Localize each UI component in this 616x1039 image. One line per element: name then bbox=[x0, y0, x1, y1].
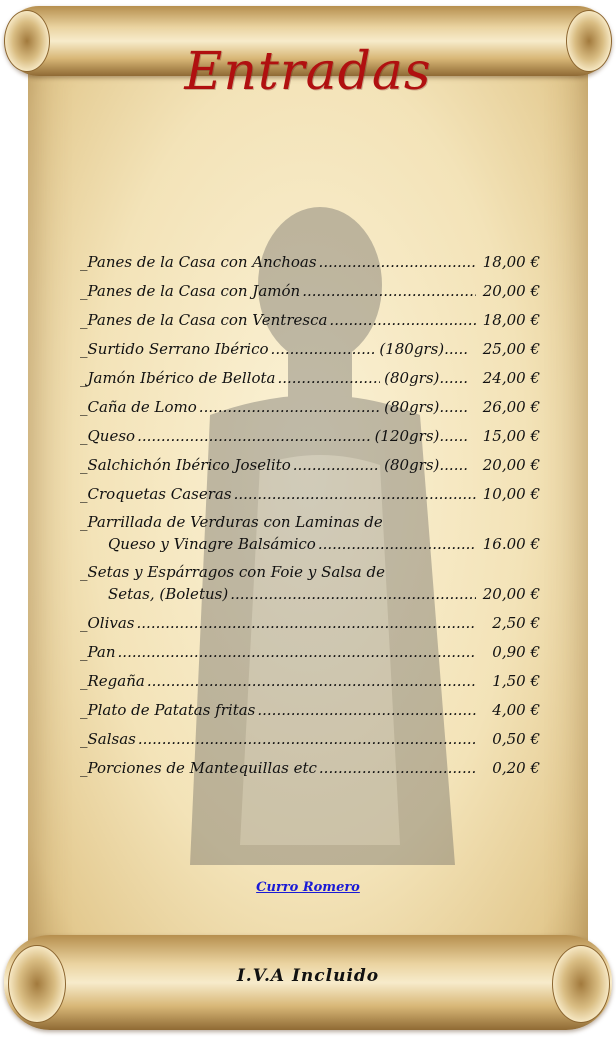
menu-item-price: 10,00 € bbox=[482, 485, 540, 503]
tax-note: I.V.A Incluido bbox=[236, 966, 380, 986]
dot-leader bbox=[319, 754, 476, 783]
dot-leader bbox=[329, 306, 476, 335]
menu-item-name: _Setas y Espárragos con Foie y Salsa de bbox=[80, 563, 385, 581]
dot-leader bbox=[137, 422, 371, 451]
menu-item bbox=[80, 393, 540, 422]
menu-item-weight: (80grs)...... bbox=[384, 398, 468, 416]
menu-item-price: 0,90 € bbox=[492, 643, 540, 661]
menu-item-price: 15,00 € bbox=[482, 427, 540, 445]
dot-leader bbox=[293, 451, 380, 480]
menu-item-second-line bbox=[80, 533, 540, 555]
menu-item bbox=[80, 306, 540, 335]
dot-leader bbox=[277, 364, 380, 393]
dot-leader bbox=[137, 609, 476, 638]
menu-item-name: _Parrillada de Verduras con Laminas de bbox=[80, 513, 383, 531]
menu-item-price: 0,20 € bbox=[492, 759, 540, 777]
dot-leader bbox=[234, 480, 476, 509]
menu-item-price: 20,00 € bbox=[482, 585, 540, 603]
menu-item bbox=[80, 335, 540, 364]
menu-item bbox=[80, 277, 540, 306]
dot-leader bbox=[257, 696, 476, 725]
menu-item-price: 18,00 € bbox=[482, 253, 540, 271]
dot-leader bbox=[318, 533, 476, 555]
menu-item-weight: (120grs)...... bbox=[374, 427, 468, 445]
menu-item-price: 2,50 € bbox=[492, 614, 540, 632]
menu-item-name: _Surtido Serrano Ibérico bbox=[80, 340, 269, 358]
dot-leader bbox=[199, 393, 380, 422]
menu-item bbox=[80, 609, 540, 638]
menu-item bbox=[80, 638, 540, 667]
dot-leader bbox=[138, 725, 476, 754]
menu-item-name: _Panes de la Casa con Anchoas bbox=[80, 253, 317, 271]
menu-list bbox=[80, 248, 540, 783]
menu-item-price: 1,50 € bbox=[492, 672, 540, 690]
menu-item-name: _Olivas bbox=[80, 614, 135, 632]
menu-item bbox=[80, 667, 540, 696]
menu-item bbox=[80, 451, 540, 480]
menu-item bbox=[80, 559, 540, 609]
menu-item bbox=[80, 509, 540, 559]
menu-item bbox=[80, 754, 540, 783]
dot-leader bbox=[230, 583, 476, 605]
dot-leader bbox=[118, 638, 476, 667]
menu-item-name: _Salchichón Ibérico Joselito bbox=[80, 456, 291, 474]
menu-item-name: _Regaña bbox=[80, 672, 145, 690]
menu-item bbox=[80, 696, 540, 725]
menu-item-weight: (80grs)...... bbox=[384, 369, 468, 387]
menu-item-price: 26,00 € bbox=[482, 398, 540, 416]
menu-item-name: _Panes de la Casa con Jamón bbox=[80, 282, 301, 300]
menu-item-price: 20,00 € bbox=[482, 282, 540, 300]
menu-item bbox=[80, 725, 540, 754]
menu-item-name: _Caña de Lomo bbox=[80, 398, 197, 416]
menu-item-name-cont: Queso y Vinagre Balsámico bbox=[108, 535, 316, 553]
menu-item-name: _Panes de la Casa con Ventresca bbox=[80, 311, 328, 329]
menu-item-price: 16.00 € bbox=[482, 535, 540, 553]
menu-title: Entradas bbox=[184, 42, 432, 102]
menu-item-price: 20,00 € bbox=[482, 456, 540, 474]
menu-item bbox=[80, 480, 540, 509]
menu-item-name: _Salsas bbox=[80, 730, 136, 748]
dot-leader bbox=[302, 277, 476, 306]
menu-item-name: _Plato de Patatas fritas bbox=[80, 701, 256, 719]
dot-leader bbox=[271, 335, 376, 364]
menu-item-name: _Porciones de Mantequillas etc bbox=[80, 759, 317, 777]
menu-item-price: 0,50 € bbox=[492, 730, 540, 748]
menu-item-price: 24,00 € bbox=[482, 369, 540, 387]
signature-link[interactable]: Curro Romero bbox=[256, 880, 360, 895]
dot-leader bbox=[319, 248, 476, 277]
menu-item-name: _Jamón Ibérico de Bellota bbox=[80, 369, 276, 387]
menu-item-weight: (80grs)...... bbox=[384, 456, 468, 474]
menu-item-name: _Queso bbox=[80, 427, 136, 445]
menu-item bbox=[80, 248, 540, 277]
menu-item-name-cont: Setas, (Boletus) bbox=[108, 585, 229, 603]
menu-item-price: 18,00 € bbox=[482, 311, 540, 329]
menu-item bbox=[80, 422, 540, 451]
menu-item-name: _Pan bbox=[80, 643, 116, 661]
menu-item-price: 4,00 € bbox=[492, 701, 540, 719]
dot-leader bbox=[147, 667, 476, 696]
menu-item-second-line bbox=[80, 583, 540, 605]
menu-item-weight: (180grs)..... bbox=[379, 340, 468, 358]
menu-item bbox=[80, 364, 540, 393]
menu-item-name: _Croquetas Caseras bbox=[80, 485, 232, 503]
menu-item-price: 25,00 € bbox=[482, 340, 540, 358]
